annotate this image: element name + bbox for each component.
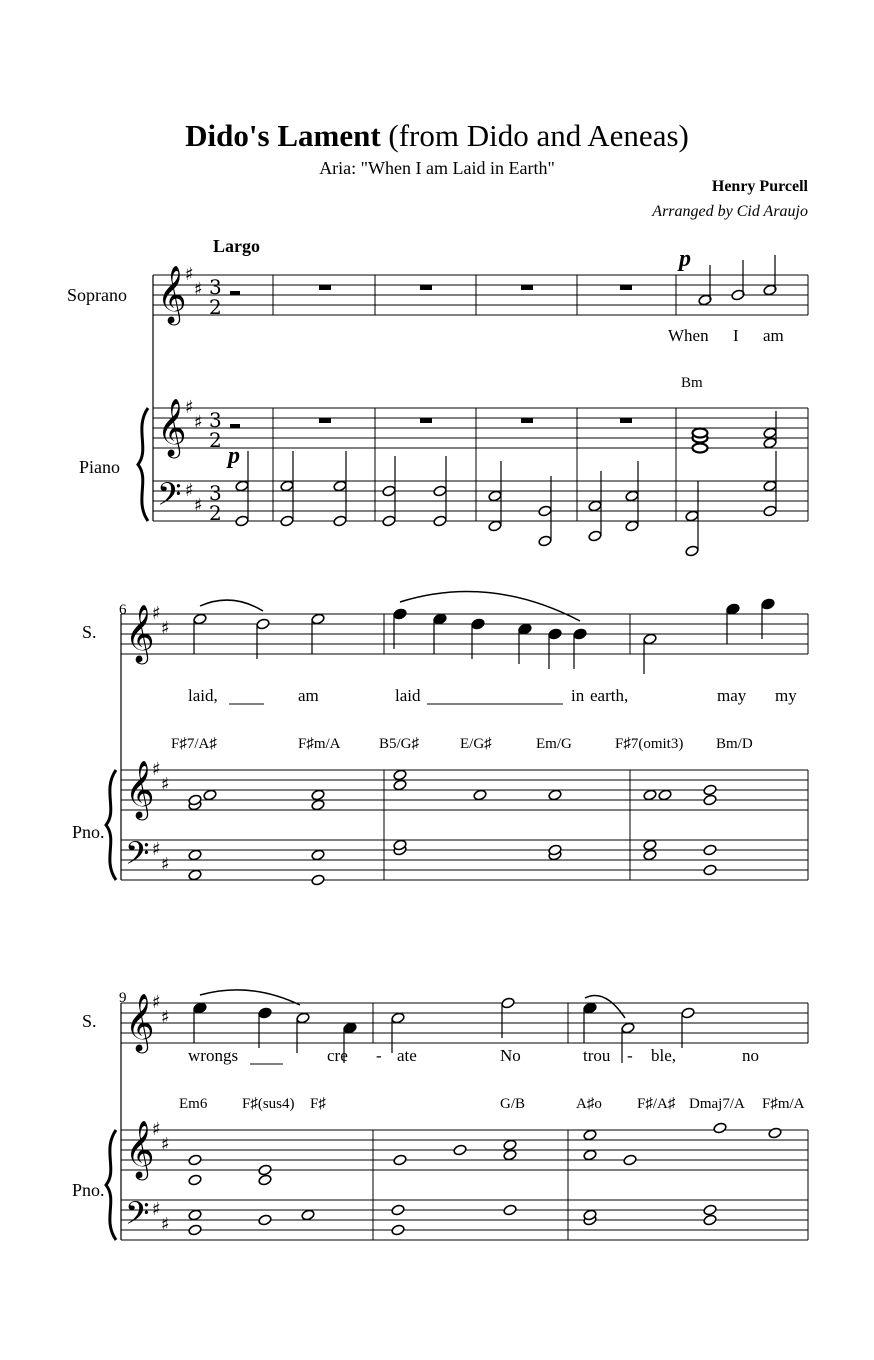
slur — [400, 592, 580, 621]
note — [703, 864, 717, 876]
note — [193, 1002, 207, 1014]
chord-symbol: F♯/A♯ — [637, 1096, 676, 1112]
note — [503, 1149, 517, 1161]
note — [643, 849, 657, 861]
chord-symbol: Em/G — [536, 736, 572, 752]
note — [503, 1204, 517, 1216]
note — [518, 623, 532, 635]
dynamic-piano-soprano: p — [679, 246, 691, 272]
whole-rest — [420, 285, 432, 290]
note — [256, 618, 270, 630]
half-note — [333, 515, 347, 527]
note — [258, 1164, 272, 1176]
note — [311, 849, 325, 861]
note — [583, 1149, 597, 1161]
soprano-short-label-3: S. — [82, 1011, 97, 1031]
note — [391, 1012, 405, 1024]
chord-symbol: F♯ — [310, 1096, 326, 1112]
chord-symbol: F♯m/A — [762, 1096, 805, 1112]
lyric: - — [627, 1046, 633, 1065]
note — [296, 1012, 310, 1024]
half-note — [763, 437, 777, 449]
time-sig-top: 3 — [209, 408, 222, 432]
half-rest — [230, 424, 240, 428]
note — [393, 608, 407, 620]
note — [188, 1209, 202, 1221]
chord-symbol: Bm/D — [716, 736, 753, 752]
key-sharp: ♯ — [194, 495, 203, 516]
soprano-staff — [121, 1003, 808, 1043]
note — [643, 789, 657, 801]
lyric: No — [500, 1046, 521, 1065]
lyric: trou — [583, 1046, 611, 1065]
note — [188, 1154, 202, 1166]
time-sig-top: 3 — [209, 275, 222, 299]
bass-clef-icon: 𝄢 — [125, 1195, 150, 1239]
half-note — [280, 515, 294, 527]
half-note — [488, 490, 502, 502]
lyric: in — [571, 686, 585, 705]
note — [726, 603, 740, 615]
note — [311, 874, 325, 886]
note — [188, 849, 202, 861]
note — [301, 1209, 315, 1221]
chord-symbol: F♯7/A♯ — [171, 736, 217, 752]
piano-short-label-2: Pno. — [72, 822, 105, 842]
lyric: ble, — [651, 1046, 677, 1065]
chord-symbol: E/G♯ — [460, 736, 492, 752]
note — [471, 618, 485, 630]
key-sharp: ♯ — [185, 264, 194, 285]
note — [393, 769, 407, 781]
half-note — [763, 427, 777, 439]
bass-clef-icon: 𝄢 — [157, 476, 182, 520]
note — [503, 1139, 517, 1151]
chord-symbol: G/B — [500, 1096, 526, 1112]
key-sharp: ♯ — [161, 1134, 170, 1155]
measure-number-9: 9 — [119, 990, 127, 1006]
chord-symbol: Em6 — [179, 1096, 208, 1112]
soprano-staff — [121, 614, 808, 654]
soprano-label: Soprano — [67, 285, 127, 305]
half-note — [625, 490, 639, 502]
key-sharp: ♯ — [161, 1007, 170, 1028]
half-note — [685, 510, 699, 522]
note — [548, 789, 562, 801]
note — [658, 789, 672, 801]
piano-treble-staff — [153, 408, 808, 448]
chord-symbol: F♯7(omit3) — [615, 736, 684, 752]
note — [501, 997, 515, 1009]
measure-number-6: 6 — [119, 602, 127, 618]
half-note — [538, 535, 552, 547]
time-sig-bottom: 2 — [209, 428, 222, 452]
note — [583, 1129, 597, 1141]
treble-clef-icon: 𝄞 — [125, 1120, 155, 1178]
note — [643, 839, 657, 851]
half-note — [280, 480, 294, 492]
half-note — [382, 515, 396, 527]
treble-clef-icon: 𝄞 — [157, 265, 187, 323]
title-rest: (from Dido and Aeneas) — [388, 118, 689, 153]
bass-clef-icon: 𝄢 — [125, 835, 150, 879]
treble-clef-icon: 𝄞 — [125, 604, 155, 662]
note — [703, 844, 717, 856]
time-sig-bottom: 2 — [209, 295, 222, 319]
note — [761, 598, 775, 610]
note — [573, 628, 587, 640]
note — [681, 1007, 695, 1019]
whole-note — [693, 429, 708, 438]
note — [643, 633, 657, 645]
whole-note — [693, 444, 708, 453]
half-note — [588, 500, 602, 512]
piano-brace — [106, 770, 116, 880]
lyric: I — [733, 326, 739, 345]
half-note — [235, 515, 249, 527]
note — [703, 1214, 717, 1226]
arranger: Arranged by Cid Araujo — [652, 203, 808, 220]
note — [311, 789, 325, 801]
whole-rest — [319, 285, 331, 290]
lyric: may — [717, 686, 747, 705]
note — [703, 794, 717, 806]
note — [343, 1022, 357, 1034]
half-note — [588, 530, 602, 542]
piano-brace — [138, 408, 148, 521]
key-sharp: ♯ — [161, 854, 170, 875]
piano-brace — [106, 1130, 116, 1240]
key-sharp: ♯ — [152, 603, 161, 624]
note — [621, 1022, 635, 1034]
treble-clef-icon: 𝄞 — [125, 760, 155, 818]
note — [193, 613, 207, 625]
lyric: laid, — [188, 686, 218, 705]
key-sharp: ♯ — [161, 618, 170, 639]
treble-clef-icon: 𝄞 — [157, 398, 187, 456]
key-sharp: ♯ — [194, 412, 203, 433]
chord-symbol: F♯m/A — [298, 736, 341, 752]
lyric: earth, — [590, 686, 629, 705]
note — [703, 784, 717, 796]
dynamic-piano-piano: p — [228, 443, 240, 469]
note — [393, 779, 407, 791]
half-note — [382, 485, 396, 497]
whole-rest — [521, 418, 533, 423]
composer: Henry Purcell — [711, 178, 808, 195]
note — [188, 869, 202, 881]
lyric: no — [742, 1046, 759, 1065]
note — [188, 1174, 202, 1186]
note — [453, 1144, 467, 1156]
key-sharp: ♯ — [185, 480, 194, 501]
key-sharp: ♯ — [185, 397, 194, 418]
note — [311, 799, 325, 811]
note — [768, 1127, 782, 1139]
half-note — [763, 505, 777, 517]
note — [623, 1154, 637, 1166]
slur — [200, 600, 263, 611]
chord-symbol: Dmaj7/A — [689, 1096, 745, 1112]
half-note — [433, 515, 447, 527]
note — [258, 1214, 272, 1226]
soprano-short-label-2: S. — [82, 622, 97, 642]
lyric: laid — [395, 686, 421, 705]
key-sharp: ♯ — [152, 759, 161, 780]
whole-rest — [521, 285, 533, 290]
half-note — [488, 520, 502, 532]
note — [583, 1002, 597, 1014]
half-note — [538, 505, 552, 517]
lyric: my — [775, 686, 797, 705]
chord-symbol: F♯(sus4) — [242, 1096, 295, 1112]
note — [713, 1122, 727, 1134]
key-sharp: ♯ — [152, 992, 161, 1013]
time-sig-top: 3 — [209, 481, 222, 505]
half-note — [625, 520, 639, 532]
piano-bass-staff — [153, 481, 808, 521]
note — [393, 1154, 407, 1166]
lyric: am — [298, 686, 319, 705]
half-note — [763, 480, 777, 492]
tempo-marking: Largo — [213, 236, 260, 256]
lyric: ate — [397, 1046, 417, 1065]
half-note — [433, 485, 447, 497]
note — [703, 1204, 717, 1216]
title-main: Dido's Lament — [185, 118, 381, 153]
lyric: am — [763, 326, 784, 345]
key-sharp: ♯ — [194, 279, 203, 300]
lyric: wrongs — [188, 1046, 239, 1065]
note — [258, 1174, 272, 1186]
note — [311, 613, 325, 625]
note — [433, 613, 447, 625]
note — [473, 789, 487, 801]
key-sharp: ♯ — [161, 774, 170, 795]
key-sharp: ♯ — [152, 839, 161, 860]
key-sharp: ♯ — [152, 1199, 161, 1220]
chord-symbol: Bm — [681, 375, 703, 391]
chord-symbol: A♯o — [576, 1096, 602, 1112]
note — [203, 789, 217, 801]
lyric: When — [668, 326, 709, 345]
half-rest — [230, 291, 240, 295]
note — [548, 628, 562, 640]
note — [391, 1224, 405, 1236]
lyric: cre — [327, 1046, 348, 1065]
whole-rest — [319, 418, 331, 423]
key-sharp: ♯ — [161, 1214, 170, 1235]
key-sharp: ♯ — [152, 1119, 161, 1140]
half-note — [235, 480, 249, 492]
note — [391, 1204, 405, 1216]
note — [258, 1007, 272, 1019]
time-sig-bottom: 2 — [209, 501, 222, 525]
whole-rest — [620, 285, 632, 290]
chord-symbol: B5/G♯ — [379, 736, 420, 752]
piano-short-label-3: Pno. — [72, 1180, 105, 1200]
lyric: - — [376, 1046, 382, 1065]
treble-clef-icon: 𝄞 — [125, 993, 155, 1051]
whole-rest — [420, 418, 432, 423]
whole-rest — [620, 418, 632, 423]
subtitle: Aria: "When I am Laid in Earth" — [319, 158, 555, 178]
note — [188, 1224, 202, 1236]
half-note — [685, 545, 699, 557]
piano-label: Piano — [79, 457, 121, 477]
half-note — [333, 480, 347, 492]
